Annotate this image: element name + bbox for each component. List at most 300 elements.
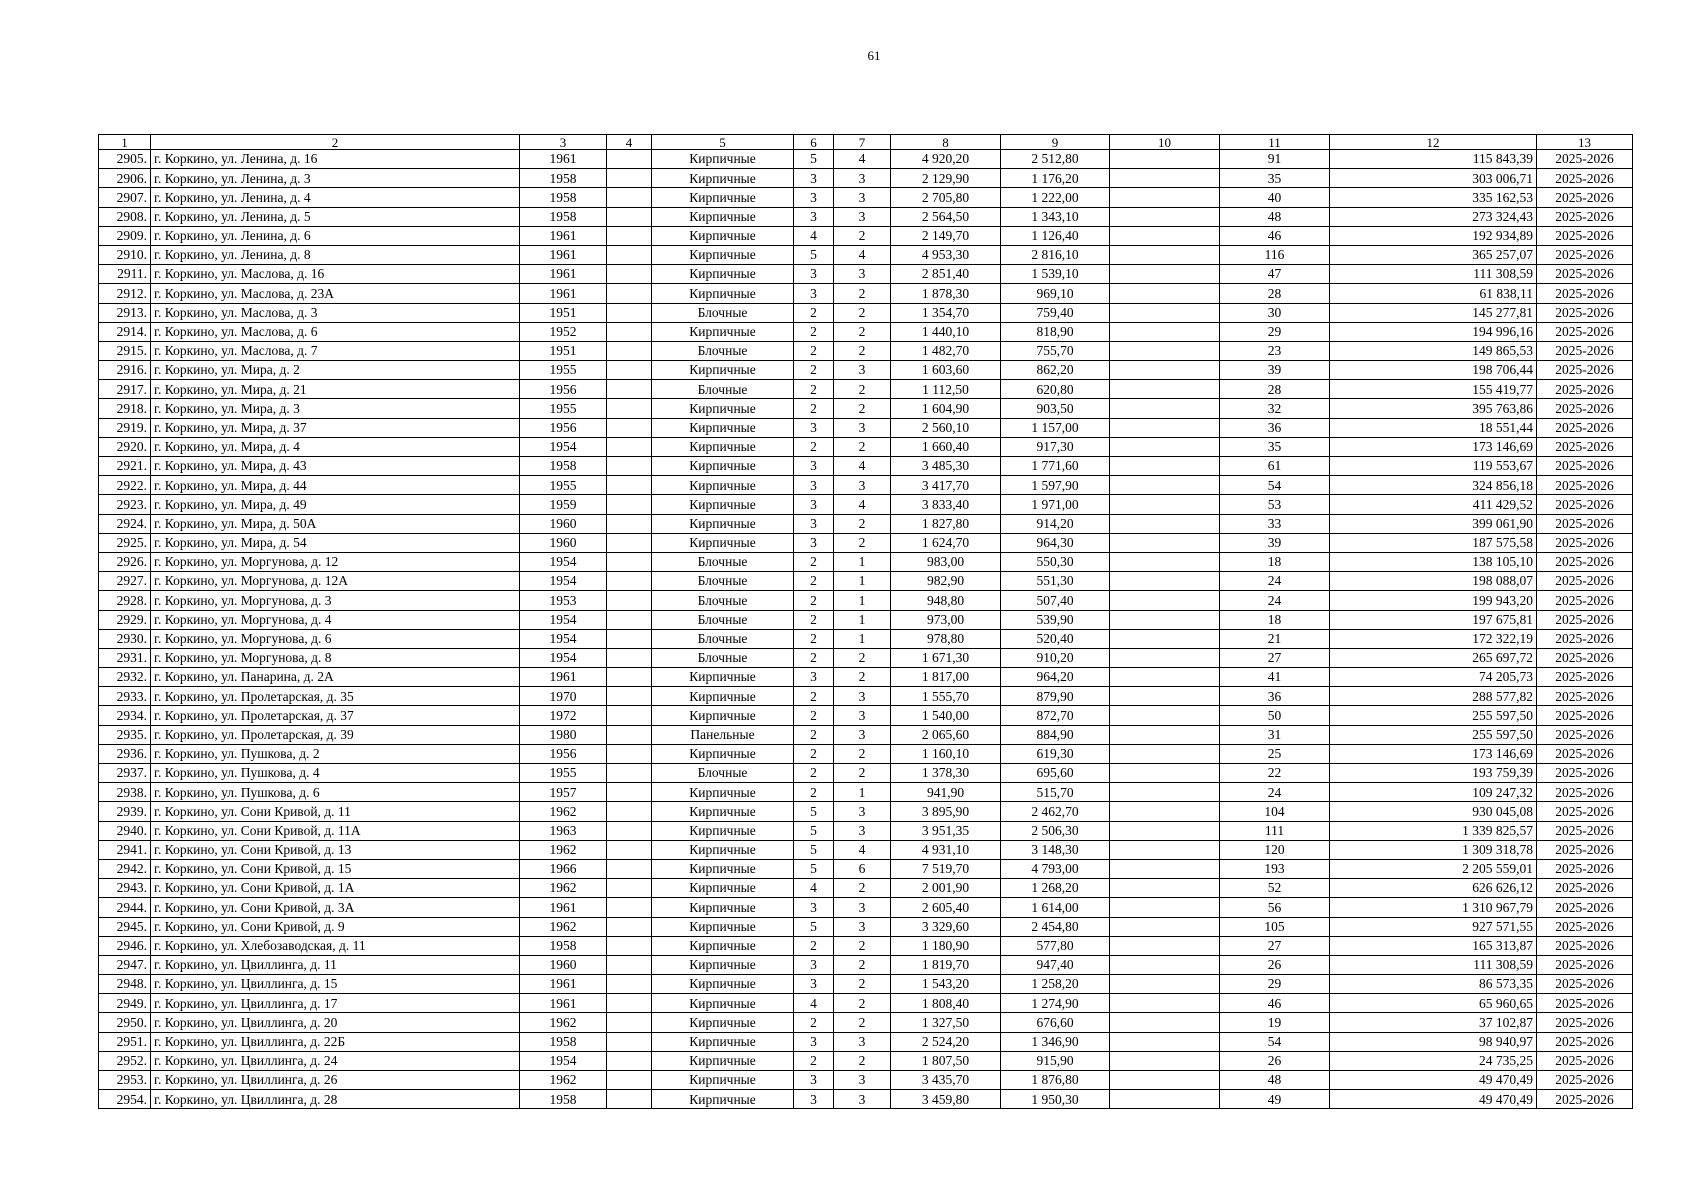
cell-col-4 (607, 169, 652, 188)
cell-floors: 5 (794, 245, 834, 264)
cell-floors: 3 (794, 955, 834, 974)
cell-col-10 (1110, 418, 1220, 437)
cell-residents: 18 (1220, 610, 1330, 629)
cell-row-number: 2940. (99, 821, 151, 840)
cell-address: г. Коркино, ул. Цвиллинга, д. 28 (151, 1090, 520, 1109)
cell-col-10 (1110, 188, 1220, 207)
cell-wall-material: Кирпичные (652, 955, 794, 974)
cell-cost: 98 940,97 (1330, 1032, 1537, 1051)
cell-wall-material: Блочные (652, 591, 794, 610)
cell-year-built: 1962 (520, 1071, 607, 1090)
cell-year-built: 1958 (520, 936, 607, 955)
cell-col-4 (607, 591, 652, 610)
cell-residents: 24 (1220, 572, 1330, 591)
cell-floors: 3 (794, 495, 834, 514)
cell-cost: 24 735,25 (1330, 1051, 1537, 1070)
cell-col-10 (1110, 207, 1220, 226)
cell-address: г. Коркино, ул. Сони Кривой, д. 3А (151, 898, 520, 917)
table-row (99, 150, 1633, 169)
cell-entrances: 2 (834, 764, 891, 783)
table-row (99, 207, 1633, 226)
cell-col-4 (607, 936, 652, 955)
cell-cost: 395 763,86 (1330, 399, 1537, 418)
cell-residents: 26 (1220, 955, 1330, 974)
cell-row-number: 2930. (99, 629, 151, 648)
cell-residents: 53 (1220, 495, 1330, 514)
cell-col-4 (607, 437, 652, 456)
cell-residents: 33 (1220, 514, 1330, 533)
cell-cost: 18 551,44 (1330, 418, 1537, 437)
cell-residents: 26 (1220, 1051, 1330, 1070)
cell-residents: 48 (1220, 1071, 1330, 1090)
cell-row-number: 2948. (99, 975, 151, 994)
cell-residents: 21 (1220, 629, 1330, 648)
table-row (99, 783, 1633, 802)
cell-repair-period: 2025-2026 (1537, 975, 1633, 994)
cell-repair-period: 2025-2026 (1537, 495, 1633, 514)
column-header-2: 2 (151, 135, 520, 150)
cell-total-area: 1 660,40 (891, 437, 1001, 456)
cell-total-area: 4 931,10 (891, 840, 1001, 859)
cell-col-4 (607, 821, 652, 840)
cell-residents: 23 (1220, 341, 1330, 360)
cell-wall-material: Кирпичные (652, 169, 794, 188)
cell-year-built: 1958 (520, 169, 607, 188)
cell-cost: 173 146,69 (1330, 437, 1537, 456)
cell-living-area: 515,70 (1001, 783, 1110, 802)
cell-floors: 3 (794, 1032, 834, 1051)
cell-col-10 (1110, 380, 1220, 399)
cell-repair-period: 2025-2026 (1537, 1071, 1633, 1090)
table-row (99, 572, 1633, 591)
cell-total-area: 982,90 (891, 572, 1001, 591)
cell-floors: 2 (794, 341, 834, 360)
cell-wall-material: Блочные (652, 303, 794, 322)
cell-floors: 3 (794, 514, 834, 533)
cell-living-area: 3 148,30 (1001, 840, 1110, 859)
cell-cost: 111 308,59 (1330, 955, 1537, 974)
cell-col-4 (607, 207, 652, 226)
cell-repair-period: 2025-2026 (1537, 284, 1633, 303)
cell-row-number: 2905. (99, 150, 151, 169)
cell-floors: 2 (794, 610, 834, 629)
cell-col-4 (607, 245, 652, 264)
cell-entrances: 2 (834, 399, 891, 418)
cell-residents: 29 (1220, 975, 1330, 994)
cell-wall-material: Блочные (652, 380, 794, 399)
cell-col-10 (1110, 361, 1220, 380)
cell-floors: 3 (794, 1071, 834, 1090)
cell-cost: 86 573,35 (1330, 975, 1537, 994)
cell-year-built: 1954 (520, 572, 607, 591)
cell-col-4 (607, 917, 652, 936)
table-row (99, 303, 1633, 322)
cell-residents: 32 (1220, 399, 1330, 418)
table-row (99, 552, 1633, 571)
cell-living-area: 1 274,90 (1001, 994, 1110, 1013)
cell-entrances: 2 (834, 514, 891, 533)
cell-col-4 (607, 322, 652, 341)
cell-cost: 194 996,16 (1330, 322, 1537, 341)
table-row (99, 687, 1633, 706)
cell-cost: 74 205,73 (1330, 668, 1537, 687)
cell-wall-material: Блочные (652, 572, 794, 591)
cell-address: г. Коркино, ул. Сони Кривой, д. 13 (151, 840, 520, 859)
cell-year-built: 1960 (520, 955, 607, 974)
cell-col-10 (1110, 610, 1220, 629)
cell-address: г. Коркино, ул. Панарина, д. 2А (151, 668, 520, 687)
cell-wall-material: Панельные (652, 725, 794, 744)
column-header-11: 11 (1220, 135, 1330, 150)
cell-row-number: 2933. (99, 687, 151, 706)
cell-col-10 (1110, 572, 1220, 591)
cell-year-built: 1961 (520, 994, 607, 1013)
cell-address: г. Коркино, ул. Ленина, д. 3 (151, 169, 520, 188)
cell-living-area: 1 343,10 (1001, 207, 1110, 226)
cell-row-number: 2928. (99, 591, 151, 610)
cell-cost: 255 597,50 (1330, 725, 1537, 744)
cell-wall-material: Кирпичные (652, 668, 794, 687)
cell-floors: 2 (794, 687, 834, 706)
cell-living-area: 884,90 (1001, 725, 1110, 744)
cell-col-10 (1110, 514, 1220, 533)
cell-address: г. Коркино, ул. Цвиллинга, д. 15 (151, 975, 520, 994)
cell-address: г. Коркино, ул. Цвиллинга, д. 11 (151, 955, 520, 974)
cell-floors: 2 (794, 936, 834, 955)
cell-address: г. Коркино, ул. Цвиллинга, д. 22Б (151, 1032, 520, 1051)
cell-row-number: 2911. (99, 265, 151, 284)
cell-repair-period: 2025-2026 (1537, 725, 1633, 744)
cell-living-area: 914,20 (1001, 514, 1110, 533)
cell-col-10 (1110, 687, 1220, 706)
cell-col-10 (1110, 706, 1220, 725)
cell-residents: 36 (1220, 687, 1330, 706)
cell-floors: 5 (794, 802, 834, 821)
table-row (99, 380, 1633, 399)
cell-repair-period: 2025-2026 (1537, 648, 1633, 667)
cell-row-number: 2926. (99, 552, 151, 571)
cell-address: г. Коркино, ул. Цвиллинга, д. 17 (151, 994, 520, 1013)
cell-col-10 (1110, 879, 1220, 898)
cell-row-number: 2922. (99, 476, 151, 495)
cell-residents: 30 (1220, 303, 1330, 322)
cell-living-area: 1 971,00 (1001, 495, 1110, 514)
cell-entrances: 3 (834, 725, 891, 744)
cell-wall-material: Кирпичные (652, 1013, 794, 1032)
cell-wall-material: Кирпичные (652, 418, 794, 437)
table-row (99, 668, 1633, 687)
cell-col-4 (607, 226, 652, 245)
cell-residents: 50 (1220, 706, 1330, 725)
cell-total-area: 1 624,70 (891, 533, 1001, 552)
cell-floors: 2 (794, 783, 834, 802)
cell-living-area: 903,50 (1001, 399, 1110, 418)
cell-address: г. Коркино, ул. Моргунова, д. 6 (151, 629, 520, 648)
cell-col-4 (607, 572, 652, 591)
cell-repair-period: 2025-2026 (1537, 706, 1633, 725)
cell-total-area: 1 555,70 (891, 687, 1001, 706)
cell-residents: 56 (1220, 898, 1330, 917)
cell-year-built: 1962 (520, 879, 607, 898)
cell-address: г. Коркино, ул. Моргунова, д. 4 (151, 610, 520, 629)
cell-floors: 4 (794, 226, 834, 245)
cell-floors: 5 (794, 917, 834, 936)
cell-cost: 193 759,39 (1330, 764, 1537, 783)
cell-floors: 2 (794, 572, 834, 591)
cell-repair-period: 2025-2026 (1537, 169, 1633, 188)
cell-year-built: 1951 (520, 303, 607, 322)
cell-wall-material: Кирпичные (652, 706, 794, 725)
cell-cost: 197 675,81 (1330, 610, 1537, 629)
cell-col-10 (1110, 802, 1220, 821)
cell-total-area: 7 519,70 (891, 859, 1001, 878)
table-row (99, 917, 1633, 936)
table-row (99, 859, 1633, 878)
cell-year-built: 1956 (520, 380, 607, 399)
cell-living-area: 910,20 (1001, 648, 1110, 667)
cell-total-area: 1 827,80 (891, 514, 1001, 533)
cell-entrances: 3 (834, 687, 891, 706)
cell-entrances: 3 (834, 898, 891, 917)
cell-repair-period: 2025-2026 (1537, 744, 1633, 763)
cell-entrances: 2 (834, 284, 891, 303)
table-row (99, 648, 1633, 667)
column-header-13: 13 (1537, 135, 1633, 150)
table-row (99, 840, 1633, 859)
cell-total-area: 1 482,70 (891, 341, 1001, 360)
cell-wall-material: Кирпичные (652, 821, 794, 840)
cell-col-4 (607, 975, 652, 994)
cell-year-built: 1958 (520, 1090, 607, 1109)
cell-entrances: 3 (834, 1090, 891, 1109)
cell-total-area: 1 440,10 (891, 322, 1001, 341)
cell-row-number: 2954. (99, 1090, 151, 1109)
cell-wall-material: Кирпичные (652, 188, 794, 207)
column-header-12: 12 (1330, 135, 1537, 150)
cell-living-area: 2 816,10 (1001, 245, 1110, 264)
cell-year-built: 1951 (520, 341, 607, 360)
cell-total-area: 3 485,30 (891, 457, 1001, 476)
cell-address: г. Коркино, ул. Ленина, д. 16 (151, 150, 520, 169)
cell-floors: 3 (794, 265, 834, 284)
cell-wall-material: Блочные (652, 764, 794, 783)
cell-floors: 5 (794, 859, 834, 878)
cell-repair-period: 2025-2026 (1537, 936, 1633, 955)
table-row (99, 245, 1633, 264)
cell-repair-period: 2025-2026 (1537, 1090, 1633, 1109)
cell-row-number: 2951. (99, 1032, 151, 1051)
page-number: 61 (867, 48, 881, 63)
cell-row-number: 2924. (99, 514, 151, 533)
cell-cost: 365 257,07 (1330, 245, 1537, 264)
table-row (99, 1090, 1633, 1109)
cell-cost: 149 865,53 (1330, 341, 1537, 360)
cell-address: г. Коркино, ул. Моргунова, д. 12 (151, 552, 520, 571)
table-row (99, 437, 1633, 456)
cell-year-built: 1961 (520, 284, 607, 303)
cell-living-area: 695,60 (1001, 764, 1110, 783)
cell-residents: 25 (1220, 744, 1330, 763)
cell-col-10 (1110, 1051, 1220, 1070)
table-row (99, 476, 1633, 495)
column-header-9: 9 (1001, 135, 1110, 150)
cell-entrances: 4 (834, 245, 891, 264)
cell-residents: 91 (1220, 150, 1330, 169)
cell-row-number: 2944. (99, 898, 151, 917)
cell-repair-period: 2025-2026 (1537, 687, 1633, 706)
cell-repair-period: 2025-2026 (1537, 207, 1633, 226)
cell-row-number: 2907. (99, 188, 151, 207)
cell-residents: 46 (1220, 226, 1330, 245)
cell-col-10 (1110, 955, 1220, 974)
cell-repair-period: 2025-2026 (1537, 533, 1633, 552)
cell-col-4 (607, 610, 652, 629)
cell-floors: 3 (794, 188, 834, 207)
cell-repair-period: 2025-2026 (1537, 955, 1633, 974)
cell-living-area: 676,60 (1001, 1013, 1110, 1032)
cell-residents: 27 (1220, 936, 1330, 955)
cell-floors: 3 (794, 533, 834, 552)
cell-row-number: 2929. (99, 610, 151, 629)
cell-living-area: 1 614,00 (1001, 898, 1110, 917)
cell-residents: 41 (1220, 668, 1330, 687)
cell-cost: 49 470,49 (1330, 1071, 1537, 1090)
cell-address: г. Коркино, ул. Хлебозаводская, д. 11 (151, 936, 520, 955)
cell-year-built: 1954 (520, 552, 607, 571)
cell-wall-material: Кирпичные (652, 457, 794, 476)
cell-entrances: 2 (834, 533, 891, 552)
cell-row-number: 2950. (99, 1013, 151, 1032)
cell-total-area: 2 564,50 (891, 207, 1001, 226)
cell-year-built: 1958 (520, 457, 607, 476)
cell-row-number: 2952. (99, 1051, 151, 1070)
cell-total-area: 2 560,10 (891, 418, 1001, 437)
cell-repair-period: 2025-2026 (1537, 1032, 1633, 1051)
cell-wall-material: Кирпичные (652, 207, 794, 226)
cell-repair-period: 2025-2026 (1537, 245, 1633, 264)
cell-residents: 31 (1220, 725, 1330, 744)
cell-address: г. Коркино, ул. Цвиллинга, д. 20 (151, 1013, 520, 1032)
cell-row-number: 2910. (99, 245, 151, 264)
cell-cost: 265 697,72 (1330, 648, 1537, 667)
cell-col-4 (607, 150, 652, 169)
cell-col-4 (607, 706, 652, 725)
cell-col-10 (1110, 495, 1220, 514)
cell-wall-material: Блочные (652, 552, 794, 571)
cell-floors: 3 (794, 1090, 834, 1109)
cell-repair-period: 2025-2026 (1537, 399, 1633, 418)
cell-address: г. Коркино, ул. Сони Кривой, д. 9 (151, 917, 520, 936)
cell-col-10 (1110, 744, 1220, 763)
cell-col-10 (1110, 821, 1220, 840)
cell-entrances: 2 (834, 668, 891, 687)
cell-col-4 (607, 188, 652, 207)
cell-cost: 198 706,44 (1330, 361, 1537, 380)
cell-address: г. Коркино, ул. Сони Кривой, д. 11 (151, 802, 520, 821)
cell-living-area: 969,10 (1001, 284, 1110, 303)
cell-row-number: 2942. (99, 859, 151, 878)
cell-entrances: 2 (834, 1013, 891, 1032)
cell-row-number: 2936. (99, 744, 151, 763)
cell-row-number: 2923. (99, 495, 151, 514)
cell-entrances: 3 (834, 802, 891, 821)
column-header-5: 5 (652, 135, 794, 150)
cell-col-4 (607, 898, 652, 917)
cell-row-number: 2935. (99, 725, 151, 744)
table-row (99, 629, 1633, 648)
cell-total-area: 3 833,40 (891, 495, 1001, 514)
cell-living-area: 1 950,30 (1001, 1090, 1110, 1109)
cell-address: г. Коркино, ул. Пушкова, д. 4 (151, 764, 520, 783)
cell-wall-material: Кирпичные (652, 1032, 794, 1051)
cell-cost: 187 575,58 (1330, 533, 1537, 552)
cell-living-area: 1 222,00 (1001, 188, 1110, 207)
cell-floors: 3 (794, 457, 834, 476)
column-header-6: 6 (794, 135, 834, 150)
cell-total-area: 3 329,60 (891, 917, 1001, 936)
cell-address: г. Коркино, ул. Маслова, д. 6 (151, 322, 520, 341)
table-row (99, 744, 1633, 763)
cell-repair-period: 2025-2026 (1537, 802, 1633, 821)
cell-col-4 (607, 994, 652, 1013)
cell-cost: 111 308,59 (1330, 265, 1537, 284)
cell-cost: 273 324,43 (1330, 207, 1537, 226)
table-row (99, 533, 1633, 552)
cell-entrances: 2 (834, 744, 891, 763)
cell-cost: 1 309 318,78 (1330, 840, 1537, 859)
cell-entrances: 3 (834, 265, 891, 284)
cell-year-built: 1958 (520, 188, 607, 207)
cell-year-built: 1954 (520, 629, 607, 648)
column-header-4: 4 (607, 135, 652, 150)
cell-col-4 (607, 418, 652, 437)
cell-row-number: 2932. (99, 668, 151, 687)
cell-floors: 3 (794, 418, 834, 437)
cell-residents: 49 (1220, 1090, 1330, 1109)
cell-cost: 138 105,10 (1330, 552, 1537, 571)
cell-wall-material: Кирпичные (652, 437, 794, 456)
cell-floors: 5 (794, 821, 834, 840)
cell-living-area: 1 258,20 (1001, 975, 1110, 994)
cell-repair-period: 2025-2026 (1537, 1051, 1633, 1070)
cell-total-area: 3 459,80 (891, 1090, 1001, 1109)
cell-year-built: 1961 (520, 975, 607, 994)
cell-repair-period: 2025-2026 (1537, 898, 1633, 917)
cell-cost: 626 626,12 (1330, 879, 1537, 898)
cell-year-built: 1954 (520, 648, 607, 667)
cell-repair-period: 2025-2026 (1537, 188, 1633, 207)
cell-address: г. Коркино, ул. Мира, д. 2 (151, 361, 520, 380)
cell-col-10 (1110, 284, 1220, 303)
cell-col-10 (1110, 783, 1220, 802)
cell-repair-period: 2025-2026 (1537, 303, 1633, 322)
cell-floors: 3 (794, 284, 834, 303)
column-header-7: 7 (834, 135, 891, 150)
cell-entrances: 3 (834, 706, 891, 725)
cell-living-area: 2 454,80 (1001, 917, 1110, 936)
cell-year-built: 1962 (520, 840, 607, 859)
cell-col-4 (607, 399, 652, 418)
cell-floors: 4 (794, 879, 834, 898)
cell-repair-period: 2025-2026 (1537, 380, 1633, 399)
cell-col-10 (1110, 648, 1220, 667)
cell-floors: 2 (794, 629, 834, 648)
table-row (99, 802, 1633, 821)
cell-col-4 (607, 533, 652, 552)
cell-col-10 (1110, 457, 1220, 476)
cell-floors: 2 (794, 303, 834, 322)
cell-address: г. Коркино, ул. Мира, д. 3 (151, 399, 520, 418)
